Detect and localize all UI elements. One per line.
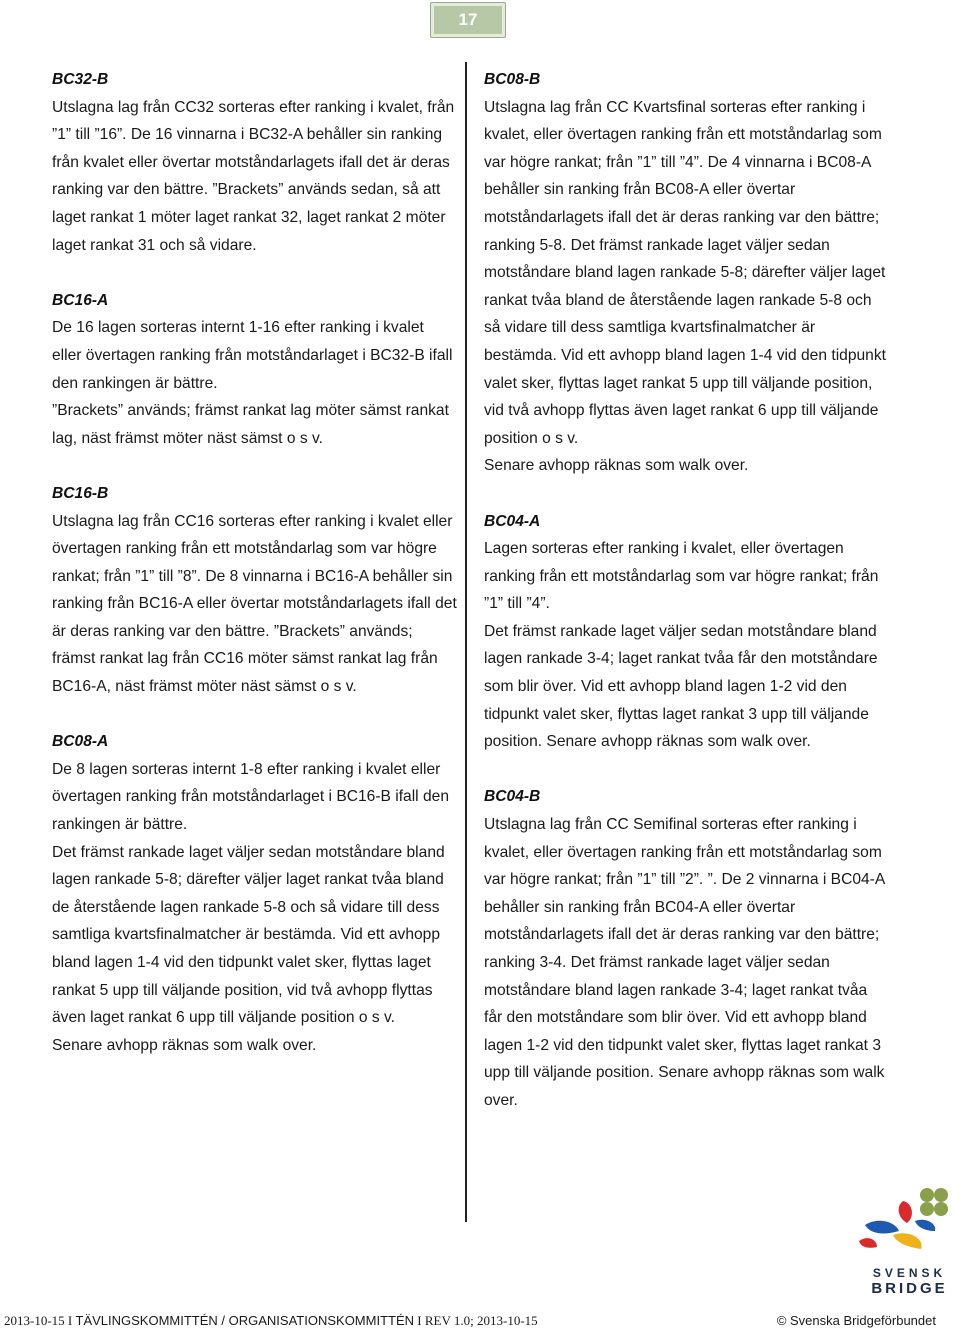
section-heading: BC16-A [52,291,109,309]
section-bc08-a [52,728,457,1059]
section-heading: BC04-B [484,788,541,806]
section-paragraph: Lagen sorteras efter ranking i kvalet, eller övertagen ranking från ett motståndarlag som var högre rankat; från ”1” till ”4”. [484,540,879,613]
section-bc32-b [52,66,457,259]
section-paragraph: Utslagna lag från CC Kvartsfinal sorteras efter ranking i kvalet, eller övertagen ranking från ett motståndarlag som var högre rankat; från ”1” till ”4”. De 4 vinnarna i BC08-A behåller sin ranking från BC08-A eller övertar motståndarlagets ifall det är deras ranking var den bättre; ranking 5-8. Det främst rankade laget väljer sedan motståndare bland lagen rankade 5-8; därefter väljer laget rankat tvåa bland de återstående lagen rankade 5-8 och så vidare till dess samtliga kvartsfinalmatcher är bestämda. Vid ett avhopp bland lagen 1-4 vid den tidpunkt valet sker, flyttas laget rankat 5 upp till väljande position, vid två avhopp flyttas även laget rankat 6 upp till väljande position o s v. [484,98,886,447]
section-paragraph: Senare avhopp räknas som walk over. [52,1036,317,1054]
section-bc16-a [52,287,457,453]
section-bc08-b [484,66,889,480]
section-paragraph: De 16 lagen sorteras internt 1-16 efter ranking i kvalet eller övertagen ranking från motståndarlaget i BC32-B ifall den rankingen är bättre. [52,319,453,392]
section-paragraph: Utslagna lag från CC Semifinal sorteras efter ranking i kvalet, eller övertagen ranking från ett motståndarlag som var högre rankat; från ”1” till ”2”. ”. De 2 vinnarna i BC04-A behåller sin ranking från BC04-A eller övertar motståndarlagets ifall det är deras ranking var den bättre; ranking 3-4. Det främst rankade laget väljer sedan motståndare bland lagen rankade 3-4; laget rankat tvåa får den motståndare som blir över. Vid ett avhopp bland lagen 1-2 vid den tidpunkt valet sker, flyttas laget rankat 3 upp till väljande position. Senare avhopp räknas som walk over. [484,816,885,1109]
page-number-badge: 17 [430,2,506,38]
section-paragraph: Utslagna lag från CC16 sorteras efter ranking i kvalet eller övertagen ranking från ett motståndarlag som var högre rankat; från ”1” till ”8”. De 8 vinnarna i BC16-A behåller sin ranking från BC16-A eller övertar motståndarlagets ifall det är deras ranking var den bättre. ”Brackets” används; främst rankat lag från CC16 möter sämst rankat lag från BC16-A, näst främst möter näst sämst o s v. [52,512,457,696]
footer-date: 2013-10-15 [4,1313,65,1328]
section-heading: BC08-A [52,733,109,751]
section-bc04-b [484,783,889,1114]
section-heading: BC32-B [52,71,109,88]
page-footer [4,1313,956,1331]
logo-line-1: SVENSK [872,1266,947,1280]
logo-wordmark [862,1266,957,1296]
section-paragraph: De 8 lagen sorteras internt 1-8 efter ranking i kvalet eller övertagen ranking från motståndarlaget i BC16-B ifall den rankingen är bättre. [52,760,450,834]
section-paragraph: ”Brackets” används; främst rankat lag möter sämst rankat lag, näst främst möter näst sämst o s v. [52,402,449,447]
left-column [52,66,457,1087]
footer-committees: TÄVLINGSKOMMITTÉN / ORGANISATIONSKOMMITTÉN [75,1313,415,1328]
section-heading: BC08-B [484,71,541,88]
footer-revision: REV 1.0; 2013-10-15 [424,1313,538,1328]
section-paragraph: Senare avhopp räknas som walk over. [484,457,749,475]
section-heading: BC04-A [484,512,541,530]
right-column [484,66,889,1142]
column-divider [465,62,467,1222]
section-paragraph: Det främst rankade laget väljer sedan motståndare bland lagen rankade 3-4; laget rankat tvåa får den motståndare som blir över. Vid ett avhopp bland lagen 1-2 vid den tidpunkt valet sker, flyttas laget rankat 3 upp till väljande position. Senare avhopp räknas som walk over. [484,622,878,751]
footer-copyright: © Svenska Bridgeförbundet [776,1313,936,1328]
section-paragraph: Det främst rankade laget väljer sedan motståndare bland lagen rankade 5-8; därefter väljer laget rankat tvåa bland de återstående lagen rankade 5-8 och så vidare till dess samtliga kvartsfinalmatcher är bestämda. Vid ett avhopp bland lagen 1-4 vid den tidpunkt valet sker, flyttas laget rankat 5 upp till väljande position, vid två avhopp flyttas även laget rankat 6 upp till väljande position o s v. [52,843,445,1027]
footer-separator: I [414,1313,425,1328]
section-bc16-b [52,480,457,701]
section-bc04-a [484,508,889,756]
section-heading: BC16-B [52,484,109,502]
section-paragraph: Utslagna lag från CC32 sorteras efter ranking i kvalet, från ”1” till ”16”. De 16 vinnarna i BC32-A behåller sin ranking från kvalet eller övertar motståndarlagets ifall det är deras ranking var den bättre. ”Brackets” används sedan, så att laget rankat 1 möter laget rankat 32, laget rankat 2 möter laget rankat 31 och så vidare. [52,98,455,254]
footer-left [4,1313,538,1329]
logo-line-2: BRIDGE [871,1280,948,1297]
footer-separator: I [64,1313,76,1328]
